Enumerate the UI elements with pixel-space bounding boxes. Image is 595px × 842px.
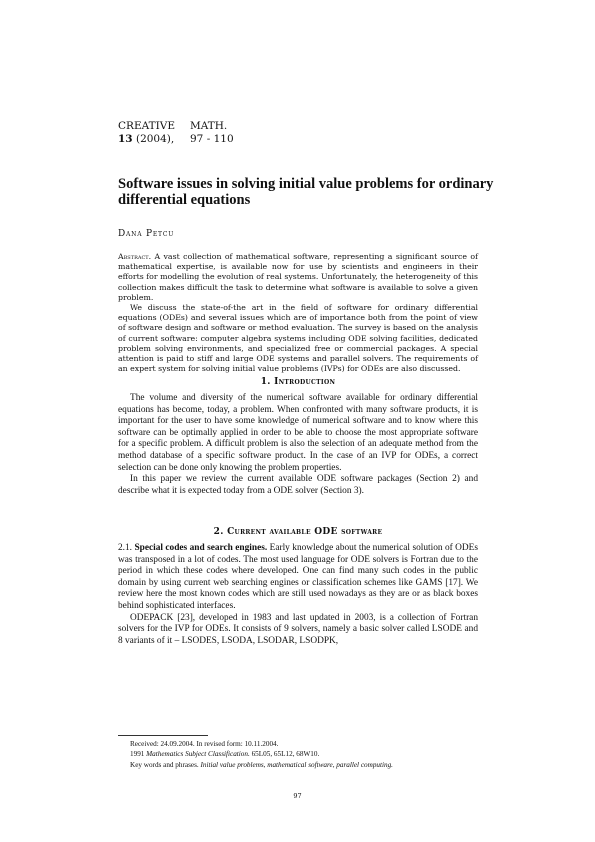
subsection-2-1-paragraph: 2.1. Special codes and search engines. Early knowledge about the numerical solution of ODEs was transposed in a lot of codes. The most used language for ODE solvers is Fortran due to the period in which these codes where developed. One can find many such codes in the public domain by using current web searching engines or classification schemes like GAMS [17]. We review here the most known codes which are still used nowadays as they are or as black boxes behind sophisticated interfaces. <box>118 543 478 611</box>
journal-volume: 13 <box>118 133 133 145</box>
section-1-heading: 1. Introduction <box>260 377 336 387</box>
abstract-label: Abstract. <box>118 252 152 261</box>
section-1-body <box>118 393 478 497</box>
section-2-paragraph-2: ODEPACK [23], developed in 1983 and last updated in 2003, is a collection of Fortran solvers for the IVP for ODEs. It consists of 9 solvers, namely a basic solver called LSODE and 8 variants of it – LSODES, LSODA, LSODAR, LSODPK, <box>118 612 478 646</box>
section-2-body <box>118 543 478 647</box>
footnotes <box>118 739 478 770</box>
journal-header <box>118 120 234 146</box>
journal-name-left: CREATIVE <box>118 120 176 132</box>
author-name: Dana Petcu <box>118 229 175 239</box>
abstract-paragraph-1: Abstract. A vast collection of mathematical software, representing a significant source of mathematical expertise, is available now for use by scientists and engineers in their efforts for modelling the evolution of real systems. Unfortunately, the heterogeneity of this collection makes difficult the task to determine what software is available to solve a given problem. <box>118 252 479 302</box>
section-1-paragraph-1: The volume and diversity of the numerical software available for ordinary differential equations has become, today, a problem. When confronted with many software products, it is important for the user to have some knowledge of numerical software and to know where this software can be optimally applied in order to be able to choose the most appropriate software for a specific problem. A difficult problem is also the selection of an adequate method from the method database of a specific software product. In the case of an IVP for ODEs, a correct selection can be done only knowing the problem properties. <box>118 393 478 473</box>
section-2-heading: 2. Current available ODE software <box>213 527 383 537</box>
subsection-number: 2.1. <box>118 543 133 553</box>
page-number: 97 <box>293 792 302 800</box>
footnote-rule <box>118 735 208 736</box>
footnote-keywords: Key words and phrases. Initial value problems, mathematical software, parallel computing. <box>130 760 393 769</box>
paper-title: Software issues in solving initial value problems for ordinary differential equations <box>118 176 494 208</box>
abstract <box>118 252 478 374</box>
footnote-msc: 1991 Mathematics Subject Classification. 65L05, 65L12, 68W10. <box>130 750 320 759</box>
subsection-title: Special codes and search engines. <box>134 543 268 553</box>
journal-year: (2004), <box>135 133 175 145</box>
footnote-received: Received: 24.09.2004. In revised form: 10.11.2004. <box>130 740 279 748</box>
journal-pages: 97 - 110 <box>190 133 234 145</box>
section-1-paragraph-2: In this paper we review the current available ODE software packages (Section 2) and describe what it is expected today from a ODE solver (Section 3). <box>118 474 478 496</box>
abstract-paragraph-2: We discuss the state-of-the art in the field of software for ordinary differential equations (ODEs) and several issues which are of importance both from the point of view of software design and software or method evaluation. The survey is based on the analysis of current software: computer algebra systems including ODE solving facilities, dedicated problem solving environments, and specialized free or commercial packages. A special attention is paid to stiff and large ODE systems and parallel solvers. The requirements of an expert system for solving initial value problems (IVPs) for ODEs are also discussed. <box>118 303 478 374</box>
journal-name-right: MATH. <box>190 120 228 132</box>
